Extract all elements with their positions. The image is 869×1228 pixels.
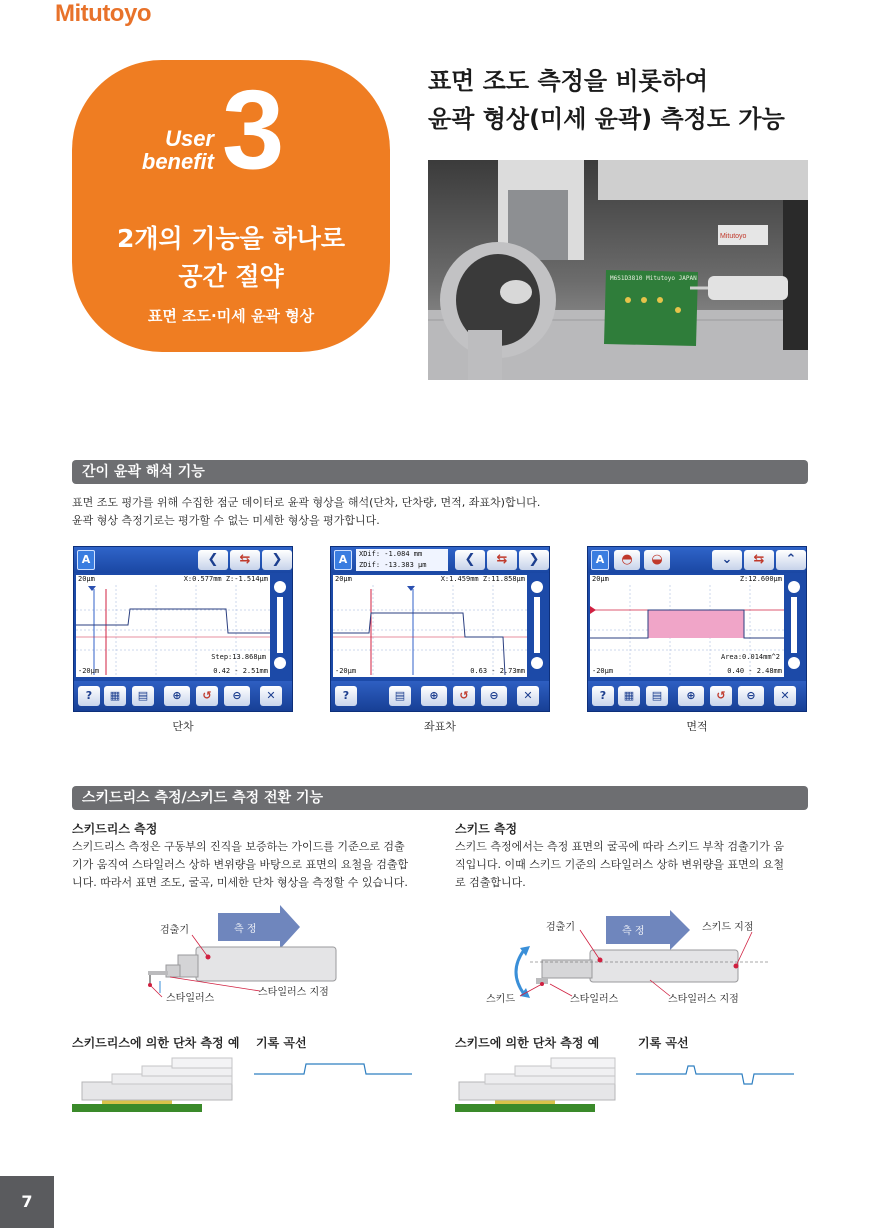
section-title-skid: 스키드리스 측정/스키드 측정 전환 기능 xyxy=(72,786,808,810)
screen-area xyxy=(587,546,807,712)
skid-description xyxy=(455,838,815,892)
skid-heading: 스키드 측정 xyxy=(455,822,518,836)
concave-icon[interactable]: ◒ xyxy=(644,550,670,570)
plot-bottom-left: -20μm xyxy=(592,667,614,675)
screen-coordinate-difference xyxy=(330,546,550,712)
plot-top-left: 20μm xyxy=(78,575,95,583)
benefit-word-benefit: benefit xyxy=(141,149,214,174)
plot-bottom-right: 0.42 - 2.51mm xyxy=(213,667,268,675)
plot-bottom-right: 0.40 - 2.48mm xyxy=(727,667,782,675)
chart-icon[interactable]: ▤ xyxy=(646,686,668,706)
close-icon[interactable]: ✕ xyxy=(774,686,796,706)
skidless-description xyxy=(72,838,432,892)
reset-icon[interactable]: ↺ xyxy=(196,686,218,706)
cursor-swap-button[interactable]: ⇆ xyxy=(744,550,774,570)
skid-record-curve xyxy=(636,1060,796,1088)
skid-detector-label: 검출기 xyxy=(546,922,575,933)
screen-step xyxy=(73,546,293,712)
vertical-scrollbar[interactable] xyxy=(270,575,290,677)
profile-plot xyxy=(590,575,784,677)
plot-top-right: X:0.577mm Z:-1.514μm xyxy=(183,575,268,583)
mode-button[interactable]: A xyxy=(334,550,352,570)
reset-icon[interactable]: ↺ xyxy=(453,686,475,706)
skid-fulcrum-label: 스타일러스 지점 xyxy=(668,994,739,1005)
page-number: 7 xyxy=(0,1176,54,1228)
next-button[interactable]: ❯ xyxy=(262,550,292,570)
calculator-icon[interactable]: ▦ xyxy=(104,686,126,706)
zoom-in-icon[interactable]: ⊕ xyxy=(678,686,704,706)
skid-skid-label: 스키드 xyxy=(486,994,515,1005)
instrument-brand-text: Mitutoyo xyxy=(720,233,747,240)
benefit-title-line2: 공간 절약 xyxy=(178,262,284,291)
screen-bottom-toolbar xyxy=(588,681,806,711)
screen-toolbar xyxy=(74,547,292,573)
calculator-icon[interactable]: ▦ xyxy=(618,686,640,706)
headline xyxy=(428,62,785,138)
screen-caption-coordinate: 좌표차 xyxy=(424,720,456,733)
skid-diagram xyxy=(480,910,780,1010)
screen-caption-step: 단차 xyxy=(172,720,194,733)
profile-plot xyxy=(76,575,270,677)
plot-top-left: 20μm xyxy=(335,575,352,583)
user-benefit-card xyxy=(72,60,390,352)
cursor-swap-button[interactable]: ⇆ xyxy=(230,550,260,570)
skidless-line1: 스키드리스 측정은 구동부의 진직을 보증하는 가이드를 기준으로 검출 xyxy=(72,840,405,853)
benefit-subtitle: 표면 조도·미세 윤곽 형상 xyxy=(147,307,315,325)
skidless-stylus-label: 스타일러스 xyxy=(166,993,215,1004)
next-button[interactable]: ❯ xyxy=(519,550,549,570)
prev-button[interactable]: ❮ xyxy=(198,550,228,570)
skidless-line2: 기가 움직여 스타일러스 상하 변위량을 바탕으로 표면의 요철을 검출합 xyxy=(72,858,409,871)
prev-button[interactable]: ❮ xyxy=(455,550,485,570)
close-icon[interactable]: ✕ xyxy=(260,686,282,706)
convex-icon[interactable]: ◓ xyxy=(614,550,640,570)
zoom-in-icon[interactable]: ⊕ xyxy=(421,686,447,706)
chart-icon[interactable]: ▤ xyxy=(132,686,154,706)
section1-line1: 표면 조도 평가를 위해 수집한 점군 데이터로 윤곽 형상을 해석(단차, 단차량, 면적, 좌표차)합니다. xyxy=(72,496,541,509)
plot-inner-value: Step:13.868μm xyxy=(211,653,266,661)
plot-inner-value: Area:0.014mm^2 xyxy=(720,653,780,661)
readout-zdif: ZDif: -13.383 μm xyxy=(359,561,427,569)
headline-line1: 표면 조도 측정을 비롯하여 xyxy=(428,67,709,95)
board-text: M6S1D3810 Mitutoyo JAPAN xyxy=(610,275,697,282)
help-icon[interactable]: ? xyxy=(78,686,100,706)
skid-curve-label: 기록 곡선 xyxy=(638,1036,689,1050)
benefit-number: 3 xyxy=(222,67,285,192)
cursor-swap-button[interactable]: ⇆ xyxy=(487,550,517,570)
skid-stylus-label: 스타일러스 xyxy=(570,994,619,1005)
screen-caption-area: 면적 xyxy=(686,720,708,733)
profile-plot xyxy=(333,575,527,677)
reset-icon[interactable]: ↺ xyxy=(710,686,732,706)
screen-bottom-toolbar xyxy=(74,681,292,711)
help-icon[interactable]: ? xyxy=(335,686,357,706)
screen-toolbar xyxy=(588,547,806,573)
skid-fulcrum-skid-label: 스키드 지점 xyxy=(702,922,754,933)
up-button[interactable]: ⌃ xyxy=(776,550,806,570)
product-photo xyxy=(428,160,808,380)
zoom-out-icon[interactable]: ⊖ xyxy=(481,686,507,706)
skidless-curve-label: 기록 곡선 xyxy=(256,1036,307,1050)
mode-button[interactable]: A xyxy=(77,550,95,570)
vertical-scrollbar[interactable] xyxy=(784,575,804,677)
skidless-example-illustration xyxy=(72,1052,242,1116)
skid-line1: 스키드 측정에서는 측정 표면의 굴곡에 따라 스키드 부착 검출기가 움 xyxy=(455,840,784,853)
skidless-detector-label: 검출기 xyxy=(160,925,189,936)
zoom-out-icon[interactable]: ⊖ xyxy=(224,686,250,706)
headline-line2: 윤곽 형상(미세 윤곽) 측정도 가능 xyxy=(428,105,785,133)
skid-line3: 로 검출합니다. xyxy=(455,876,526,889)
section-title-contour: 간이 윤곽 해석 기능 xyxy=(72,460,808,484)
chart-icon[interactable]: ▤ xyxy=(389,686,411,706)
plot-top-right: Z:12.600μm xyxy=(739,575,782,583)
section1-description xyxy=(72,494,540,530)
screen-toolbar xyxy=(331,547,549,573)
skidless-example-label: 스키드리스에 의한 단차 측정 예 xyxy=(72,1036,240,1050)
benefit-title-line1: 2개의 기능을 하나로 xyxy=(116,224,345,253)
benefit-word-user: User xyxy=(165,126,214,151)
skidless-diagram xyxy=(130,905,350,1010)
skidless-heading: 스키드리스 측정 xyxy=(72,822,158,836)
plot-bottom-right: 0.63 - 2.73mm xyxy=(470,667,525,675)
skidless-measure-label: 측 정 xyxy=(234,924,257,935)
plot-top-left: 20μm xyxy=(592,575,609,583)
screen-bottom-toolbar xyxy=(331,681,549,711)
skid-example-label: 스키드에 의한 단차 측정 예 xyxy=(455,1036,600,1050)
plot-bottom-left: -20μm xyxy=(335,667,357,675)
help-icon[interactable]: ? xyxy=(592,686,614,706)
close-icon[interactable]: ✕ xyxy=(517,686,539,706)
instrument-illustration xyxy=(428,160,808,380)
plot-bottom-left: -20μm xyxy=(78,667,100,675)
skidless-line3: 니다. 따라서 표면 조도, 굴곡, 미세한 단차 형상을 측정할 수 있습니다. xyxy=(72,876,408,889)
vertical-scrollbar[interactable] xyxy=(527,575,547,677)
skid-line2: 직입니다. 이때 스키드 기준의 스타일러스 상하 변위량을 표면의 요철 xyxy=(455,858,784,871)
down-button[interactable]: ⌄ xyxy=(712,550,742,570)
mode-button[interactable]: A xyxy=(591,550,609,570)
section1-line2: 윤곽 형상 측정기로는 평가할 수 없는 미세한 형상을 평가합니다. xyxy=(72,514,380,527)
skid-measure-label: 측 정 xyxy=(622,926,645,937)
skid-example-illustration xyxy=(455,1052,625,1116)
difference-readout xyxy=(356,549,448,571)
readout-xdif: XDif: -1.084 mm xyxy=(359,550,423,558)
plot-top-right: X:1.459mm Z:11.858μm xyxy=(440,575,525,583)
zoom-out-icon[interactable]: ⊖ xyxy=(738,686,764,706)
skidless-record-curve xyxy=(254,1060,414,1080)
skidless-fulcrum-label: 스타일러스 지점 xyxy=(258,987,329,998)
brand-logo: Mitutoyo xyxy=(55,0,151,27)
zoom-in-icon[interactable]: ⊕ xyxy=(164,686,190,706)
